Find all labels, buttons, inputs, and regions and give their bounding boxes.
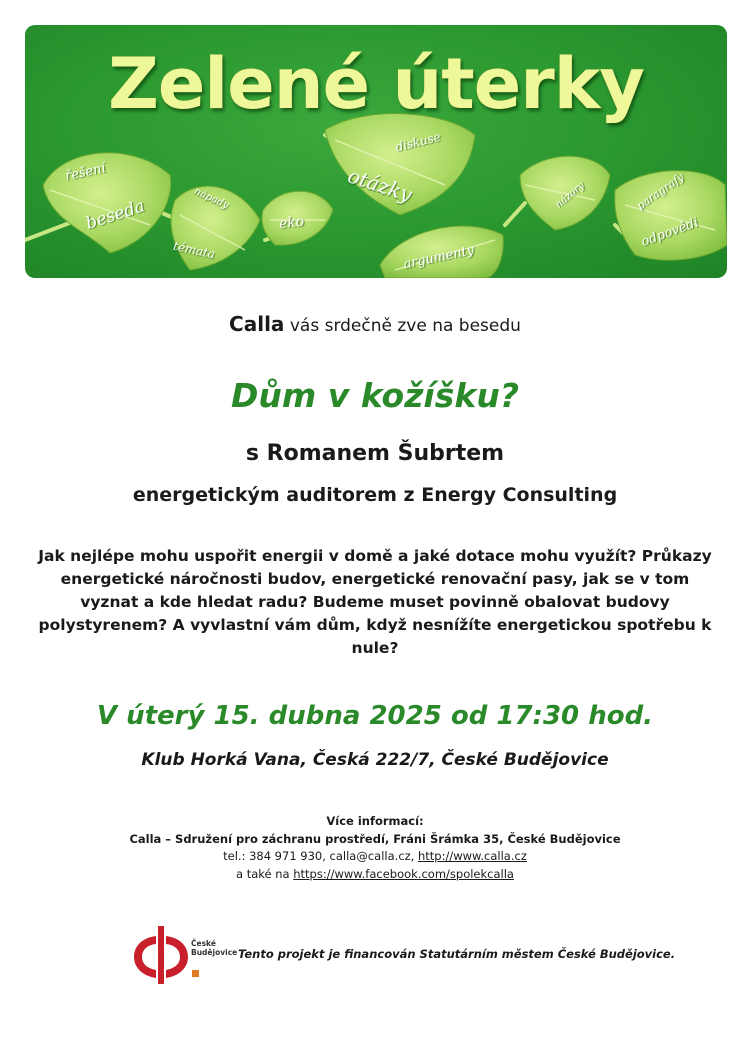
banner-title: Zelené úterky bbox=[108, 43, 644, 125]
event-venue: Klub Horká Vana, Česká 222/7, České Budějovice bbox=[141, 750, 609, 770]
logo-text-line-2: Budějovice bbox=[191, 947, 238, 957]
info-tel: tel.: 384 971 930, calla@calla.cz, bbox=[223, 849, 418, 863]
word-otazky: otázky bbox=[344, 163, 416, 207]
logo-text-line-1: České bbox=[191, 939, 216, 948]
facebook-link[interactable]: https://www.facebook.com/spolekcalla bbox=[293, 866, 514, 881]
logo-text bbox=[191, 940, 237, 957]
word-paragrafy: paragrafy bbox=[634, 170, 687, 213]
logo-accent bbox=[192, 970, 199, 977]
word-odpovedi: odpovědi bbox=[639, 215, 701, 250]
speaker-name: s Romanem Šubrtem bbox=[245, 441, 505, 466]
invitation-text: vás srdečně zve na besedu bbox=[289, 316, 521, 336]
word-napady: nápady bbox=[192, 185, 231, 212]
word-temata: témata bbox=[172, 238, 217, 262]
info-fb-prefix: a také na bbox=[236, 866, 294, 881]
funding-note: Tento projekt je financován Statutárním městem České Budějovice. bbox=[238, 947, 676, 961]
info-facebook-line bbox=[0, 866, 750, 884]
word-diskuse: diskuse bbox=[393, 129, 442, 155]
leaf-reseni bbox=[43, 153, 171, 253]
word-argumenty: argumenty bbox=[402, 242, 476, 273]
word-beseda: beseda bbox=[83, 196, 148, 234]
event-title: Dům v kožíšku? bbox=[231, 376, 519, 415]
info-org-line: Calla – Sdružení pro záchranu prostředí, Fráni Šrámka 35, České Budějovice bbox=[129, 831, 621, 846]
info-contact-line bbox=[0, 848, 750, 866]
word-eko: eko bbox=[278, 213, 305, 233]
info-block bbox=[0, 813, 750, 883]
event-description: Jak nejlépe mohu uspořit energii v domě a jaké dotace mohu využít? Průkazy energetické náročnosti budov, energetické renovační pasy, jak se v tom vyznat a kde hledat radu? Budeme muset povinně obalovat budovy polystyrenem? A vyvlastní vám dům, když nesnížíte energetickou spotřebu k nule? bbox=[38, 547, 712, 657]
info-heading: Více informací: bbox=[326, 814, 424, 828]
org-name: Calla bbox=[229, 312, 285, 336]
event-date: V úterý 15. dubna 2025 od 17:30 hod. bbox=[96, 701, 654, 731]
speaker-role: energetickým auditorem z Energy Consulting bbox=[132, 484, 618, 506]
word-nazory: názory bbox=[553, 180, 587, 211]
invitation-line bbox=[0, 312, 750, 336]
word-reseni: řešení bbox=[63, 160, 107, 185]
website-link[interactable]: http://www.calla.cz bbox=[418, 849, 527, 863]
header-banner bbox=[25, 25, 727, 278]
